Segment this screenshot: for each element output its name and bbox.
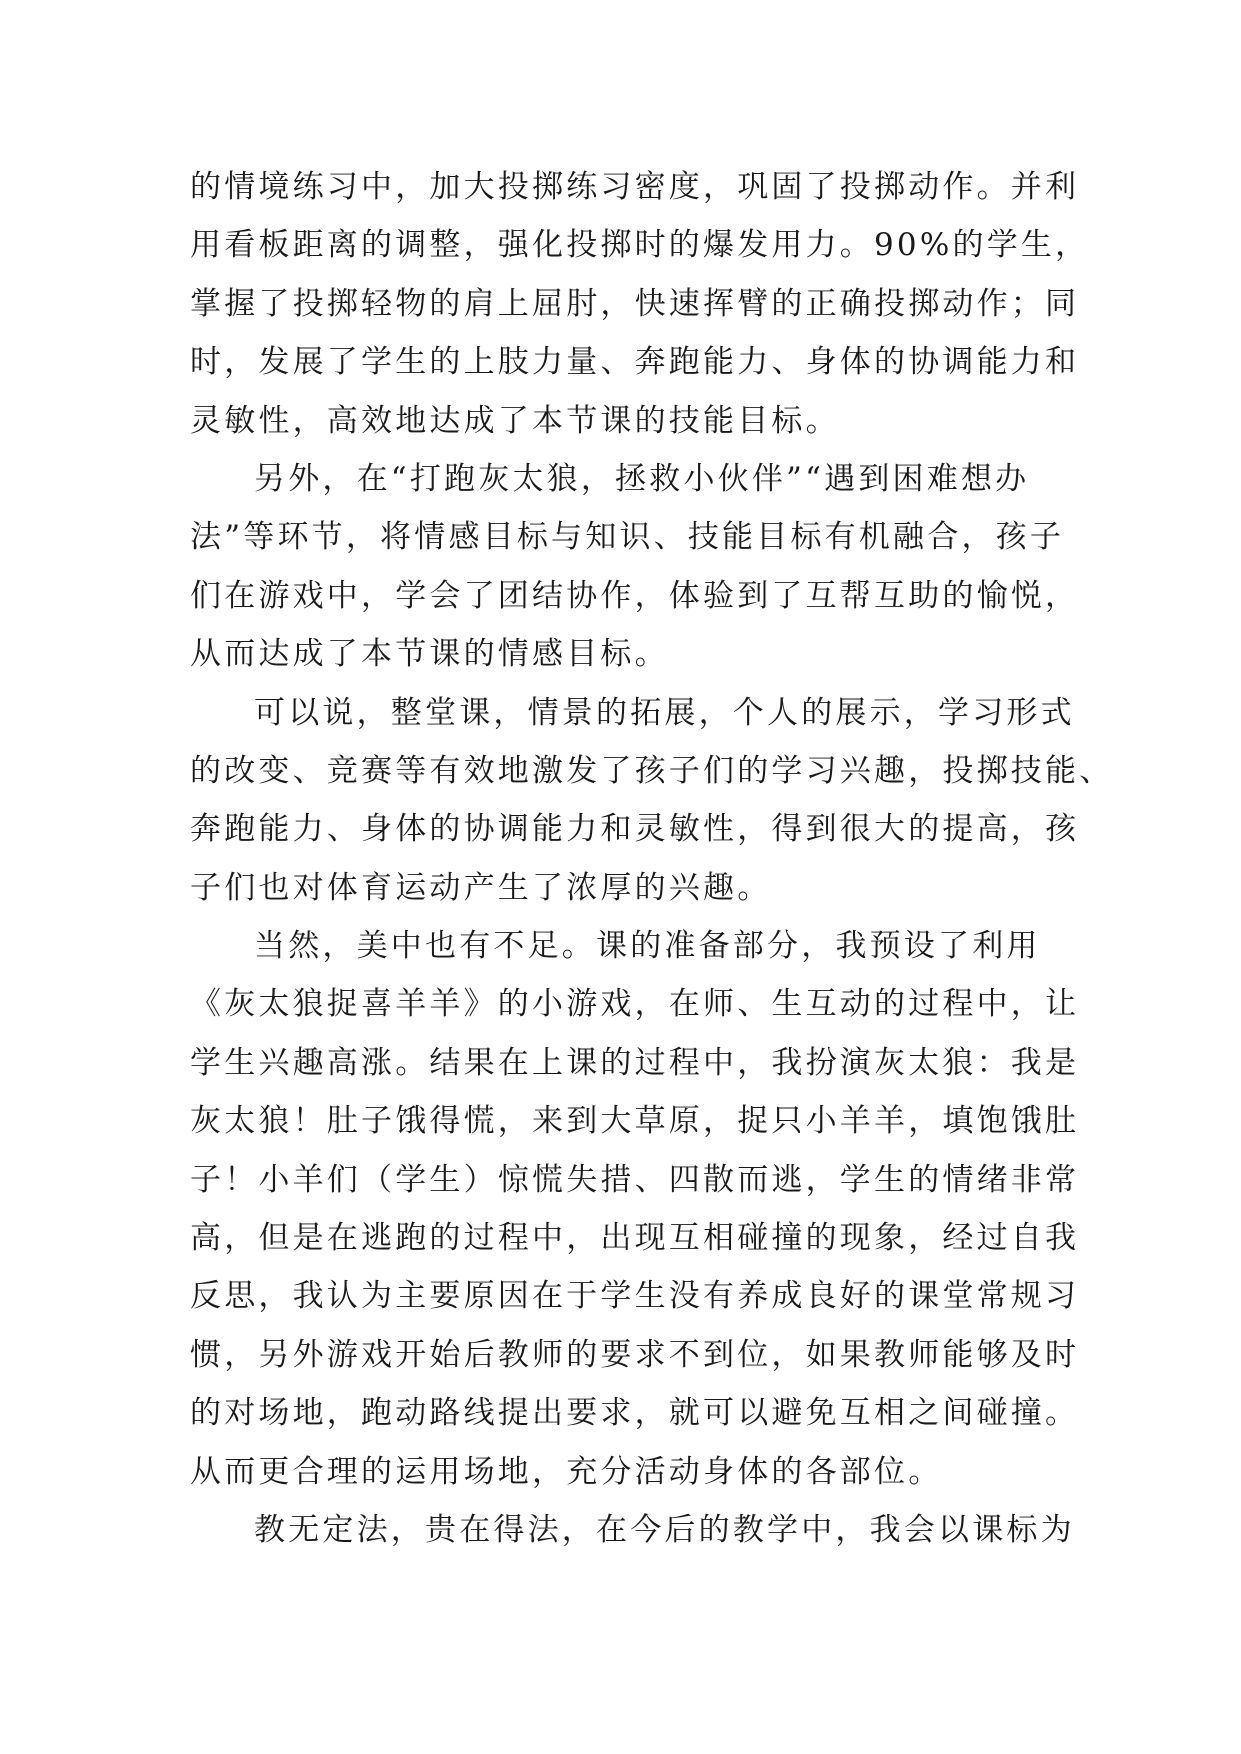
- text-line: 的情境练习中，加大投掷练习密度，巩固了投掷动作。并利: [190, 169, 1080, 205]
- text-line: 灵敏性，高效地达成了本节课的技能目标。: [190, 402, 840, 439]
- text-line: 奔跑能力、身体的协调能力和灵敏性，得到很大的提高，孩: [190, 811, 1080, 848]
- text-line: 从而达成了本节课的情感目标。: [190, 636, 669, 673]
- paragraph-start-line: 当然，美中也有不足。课的准备部分，我预设了利用: [254, 928, 1041, 965]
- text-line: 的改变、竞赛等有效地激发了孩子们的学习兴趣，投掷技能、: [190, 752, 1114, 789]
- text-line: 高，但是在逃跑的过程中，出现互相碰撞的现象，经过自我: [190, 1220, 1080, 1257]
- paragraph-start-line: 另外，在“打跑灰太狼，拯救小伙伴”“遇到困难想办: [254, 460, 1030, 497]
- text-line: 惯，另外游戏开始后教师的要求不到位，如果教师能够及时: [190, 1336, 1080, 1373]
- paragraph-start-line: 可以说，整堂课，情景的拓展，个人的展示，学习形式: [254, 694, 1075, 731]
- text-line: 的对场地，跑动路线提出要求，就可以避免互相之间碰撞。: [190, 1395, 1080, 1432]
- text-line: 时，发展了学生的上肢力量、奔跑能力、身体的协调能力和: [190, 344, 1080, 381]
- text-line: 子！小羊们（学生）惊慌失措、四散而逃，学生的情绪非常: [190, 1161, 1080, 1198]
- text-line: 《灰太狼捉喜羊羊》的小游戏，在师、生互动的过程中，让: [190, 986, 1080, 1023]
- text-line: 从而更合理的运用场地，充分活动身体的各部位。: [190, 1453, 943, 1490]
- text-line: 灰太狼！肚子饿得慌，来到大草原，捉只小羊羊，填饱饿肚: [190, 1103, 1080, 1140]
- text-line: 学生兴趣高涨。结果在上课的过程中，我扮演灰太狼：我是: [190, 1044, 1080, 1081]
- text-line: 反思，我认为主要原因在于学生没有养成良好的课堂常规习: [190, 1278, 1080, 1315]
- text-line: 子们也对体育运动产生了浓厚的兴趣。: [190, 869, 772, 906]
- text-line: 掌握了投掷轻物的肩上屈肘，快速挥臂的正确投掷动作；同: [190, 285, 1080, 322]
- paragraph-start-line: 教无定法，贵在得法，在今后的教学中，我会以课标为: [254, 1511, 1075, 1548]
- text-line: 用看板距离的调整，强化投掷时的爆发用力。90%的学生，: [190, 227, 1090, 264]
- body-text: [190, 158, 1114, 1559]
- text-line: 们在游戏中，学会了团结协作，体验到了互帮互助的愉悦，: [190, 577, 1080, 614]
- text-line: 法”等环节，将情感目标与知识、技能目标有机融合，孩子: [190, 519, 1065, 556]
